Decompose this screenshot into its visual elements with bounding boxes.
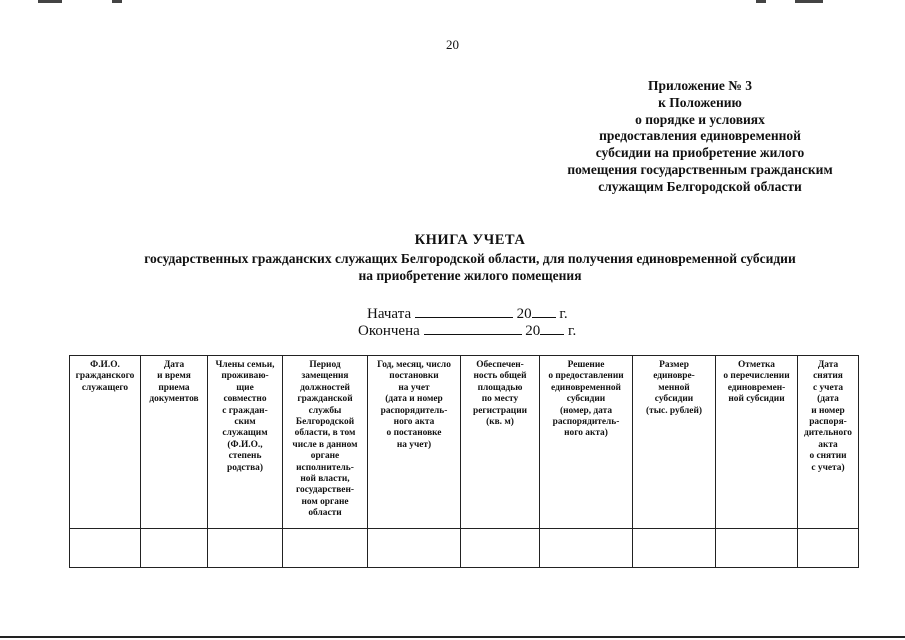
column-header-living-area: Обеспечен- ность общей площадью по месту регистрации (кв. м) (461, 356, 540, 529)
appendix-line: Приложение № 3 (648, 78, 752, 93)
subtitle-line: на приобретение жилого помещения (358, 267, 582, 283)
table-cell (70, 529, 141, 568)
subtitle-line: государственных гражданских служащих Белгородской области, для получения единовременной субсидии (144, 251, 796, 266)
appendix-line: помещения государственным гражданским (567, 161, 833, 177)
finished-label: Окончена (358, 323, 420, 339)
finished-year-prefix: 20 (525, 323, 541, 339)
table-cell (368, 529, 461, 568)
document-title: КНИГА УЧЕТА (414, 232, 526, 248)
table-cell (798, 529, 859, 568)
finished-year-blank (540, 320, 564, 335)
table-cell (141, 529, 208, 568)
table-cell (540, 529, 633, 568)
column-header-intake-date: Дата и время приема документов (141, 356, 208, 529)
table-cell (716, 529, 798, 568)
started-label: Начата (367, 306, 412, 322)
table-cell (283, 529, 368, 568)
started-year-prefix: 20 (516, 306, 532, 322)
table-cell (633, 529, 716, 568)
column-header-subsidy-amount: Размер единовре- менной субсидии (тыс. рублей) (633, 356, 716, 529)
column-header-service-period: Период замещения должностей гражданской службы Белгородской области, в том числе в данном органе исполнитель- ной власти, государствен- ном органе области (283, 356, 368, 529)
column-header-deregistration-date: Дата снятия с учета (дата и номер распоря- дительного акта о снятии с учета) (798, 356, 859, 529)
column-header-subsidy-decision: Решение о предоставлении единовременной субсидии (номер, дата распорядитель- ного акта) (540, 356, 633, 529)
started-year-blank (532, 303, 556, 318)
column-header-family-members: Члены семьи, проживаю- щие совместно с граждан- ским служащим (Ф.И.О., степень родства) (208, 356, 283, 529)
column-header-full-name: Ф.И.О. гражданского служащего (70, 356, 141, 529)
appendix-block (540, 78, 860, 196)
appendix-line: служащим Белгородской области (598, 178, 802, 194)
column-header-transfer-mark: Отметка о перечислении единовремен- ной субсидии (716, 356, 798, 529)
registration-table (69, 355, 859, 568)
finished-day-blank (424, 320, 522, 335)
column-header-registration-date: Год, месяц, число постановки на учет (дата и номер распорядитель- ного акта о постановке на учет) (368, 356, 461, 529)
table-cell (461, 529, 540, 568)
appendix-line: к Положению (658, 94, 742, 110)
appendix-line: о порядке и условиях (635, 111, 765, 127)
appendix-line: субсидии на приобретение жилого (595, 145, 805, 161)
finished-date-line (358, 320, 576, 340)
started-day-blank (415, 303, 513, 318)
page-number: 20 (446, 37, 459, 52)
appendix-line: предоставления единовременной (599, 128, 801, 144)
started-year-suffix: г. (559, 306, 568, 322)
scan-edge-bottom (0, 636, 905, 638)
finished-year-suffix: г. (568, 323, 577, 339)
table-header-row (70, 356, 859, 529)
table-cell (208, 529, 283, 568)
document-subtitle (0, 251, 905, 284)
scan-edge-top (0, 0, 905, 4)
table-row (70, 529, 859, 568)
